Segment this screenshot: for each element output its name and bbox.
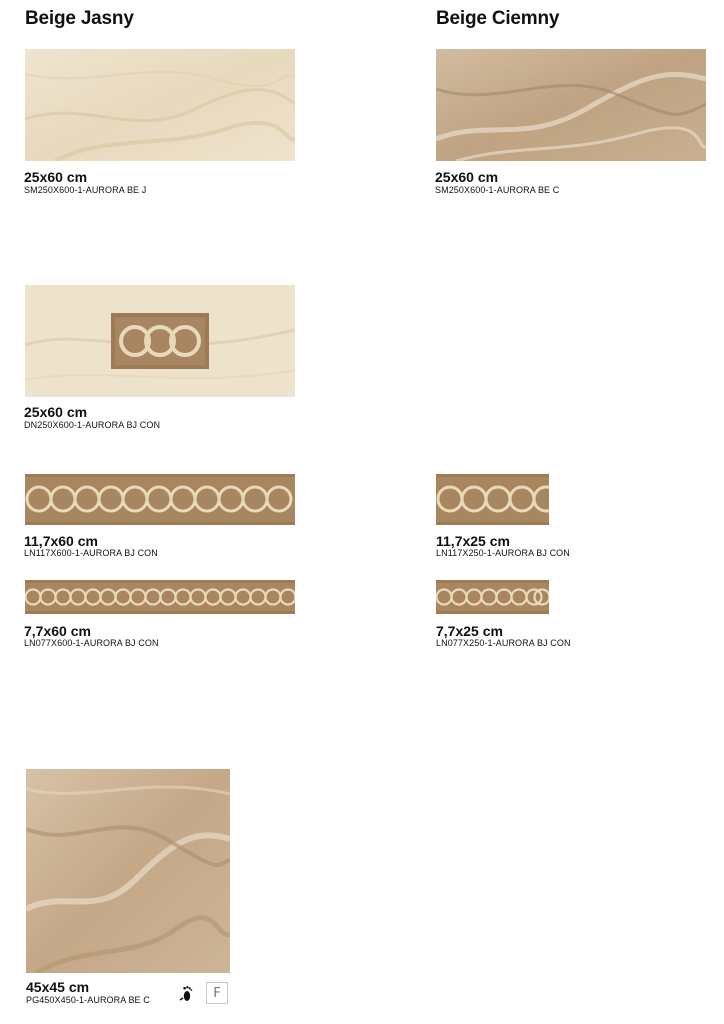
product-code-floor: PG450X450-1-AURORA BE C [26,995,150,1005]
frost-resistance-icon [206,982,228,1004]
tile-image-listello-117-25 [436,474,549,525]
tile-image-listello-77-25 [436,580,549,614]
tile-image-decor [25,285,295,397]
tile-image-listello-117-60 [25,474,295,525]
column-title-beige-jasny: Beige Jasny [25,8,134,29]
tile-image-listello-77-60 [25,580,295,614]
product-size-wall-dark: 25x60 cm [435,169,499,185]
product-code-listello-77-60: LN077X600-1-AURORA BJ CON [24,638,159,648]
product-code-wall-light: SM250X600-1-AURORA BE J [24,185,147,195]
product-code-decor: DN250X600-1-AURORA BJ CON [24,420,161,430]
footprint-icon [176,982,198,1004]
column-title-beige-ciemny: Beige Ciemny [436,8,560,29]
tile-image-wall-dark [436,49,706,161]
product-code-listello-117-25: LN117X250-1-AURORA BJ CON [436,548,570,558]
tile-image-floor [26,769,230,973]
product-size-decor: 25x60 cm [24,404,88,420]
product-code-listello-77-25: LN077X250-1-AURORA BJ CON [436,638,571,648]
frost-resistance-label: F [213,985,221,1001]
tile-image-wall-light [25,49,295,161]
product-code-listello-117-60: LN117X600-1-AURORA BJ CON [24,548,158,558]
product-size-listello-77-60: 7,7x60 cm [24,623,91,639]
product-size-floor: 45x45 cm [26,979,90,995]
product-size-wall-light: 25x60 cm [24,169,88,185]
product-code-wall-dark: SM250X600-1-AURORA BE C [435,185,560,195]
product-size-listello-117-60: 11,7x60 cm [24,533,98,549]
product-size-listello-77-25: 7,7x25 cm [436,623,503,639]
product-size-listello-117-25: 11,7x25 cm [436,533,510,549]
